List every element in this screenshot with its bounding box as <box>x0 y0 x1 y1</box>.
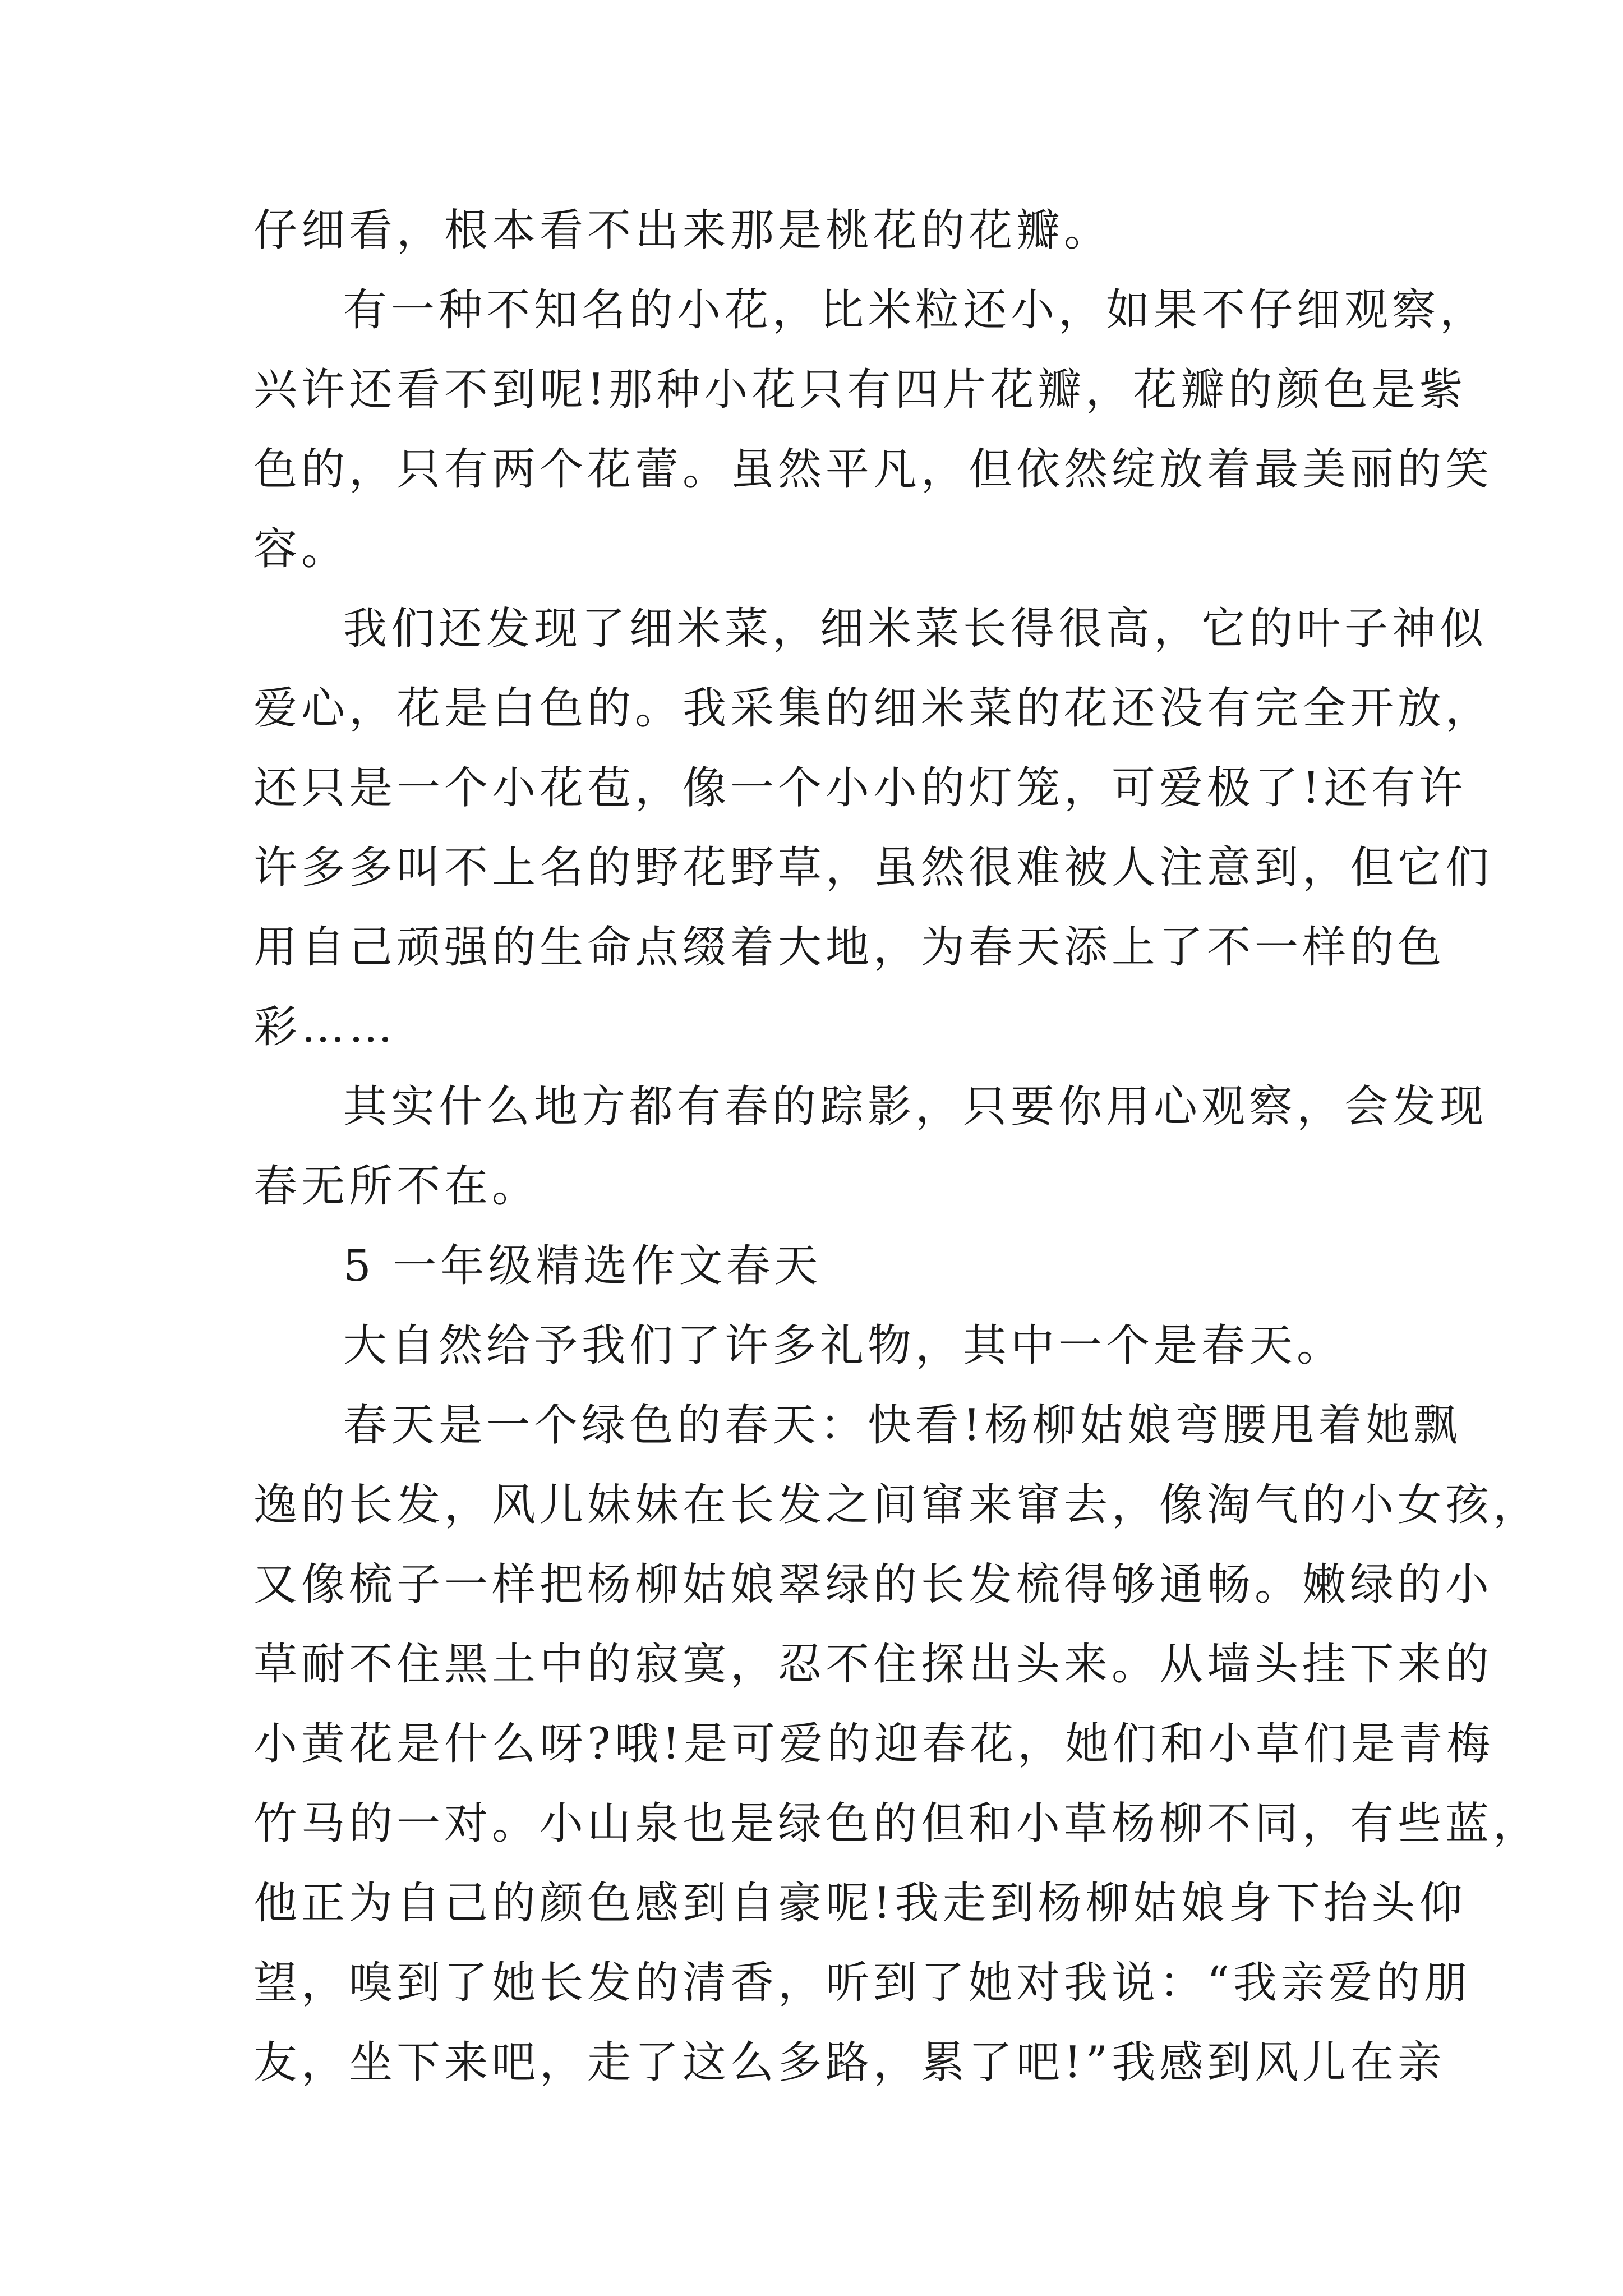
text-line: 用自己顽强的生命点缀着大地，为春天添上了不一样的色 <box>253 922 1446 973</box>
text-line: 色的，只有两个花蕾。虽然平凡，但依然绽放着最美丽的笑 <box>253 444 1493 495</box>
section-heading: 5 一年级精选作文春天 <box>343 1241 822 1291</box>
text-line: 小黄花是什么呀?哦!是可爱的迎春花，她们和小草们是青梅 <box>253 1719 1495 1769</box>
text-line: 许多多叫不上名的野花野草，虽然很难被人注意到，但它们 <box>253 843 1493 893</box>
text-line: 春无所不在。 <box>253 1161 540 1212</box>
text-line: 友，坐下来吧，走了这么多路，累了吧!”我感到风儿在亲 <box>253 2037 1446 2088</box>
text-line: 仔细看，根本看不出来那是桃花的花瓣。 <box>253 205 1112 256</box>
text-line: 还只是一个小花苞，像一个小小的灯笼，可爱极了!还有许 <box>253 763 1467 813</box>
text-line: 他正为自己的颜色感到自豪呢!我走到杨柳姑娘身下抬头仰 <box>253 1878 1467 1929</box>
text-line: 兴许还看不到呢!那种小花只有四片花瓣，花瓣的颜色是紫 <box>253 365 1467 415</box>
text-line: 有一种不知名的小花，比米粒还小，如果不仔细观察， <box>343 285 1488 335</box>
text-line: 其实什么地方都有春的踪影，只要你用心观察，会发现 <box>343 1082 1488 1132</box>
text-line: 望，嗅到了她长发的清香，听到了她对我说：“我亲爱的朋 <box>253 1958 1472 2008</box>
text-line: 又像梳子一样把杨柳姑娘翠绿的长发梳得够通畅。嫩绿的小 <box>253 1559 1493 1610</box>
text-line: 竹马的一对。小山泉也是绿色的但和小草杨柳不同，有些蓝， <box>253 1798 1541 1849</box>
text-line: 逸的长发，风儿妹妹在长发之间窜来窜去，像淘气的小女孩， <box>253 1480 1541 1530</box>
text-line: 我们还发现了细米菜，细米菜长得很高，它的叶子神似 <box>343 604 1488 654</box>
text-line: 草耐不住黑土中的寂寞，忍不住探出头来。从墙头挂下来的 <box>253 1639 1493 1690</box>
text-line: 彩…… <box>253 1002 397 1052</box>
text-line: 容。 <box>253 524 349 574</box>
text-line: 爱心，花是白色的。我采集的细米菜的花还没有完全开放， <box>253 683 1493 734</box>
text-line: 大自然给予我们了许多礼物，其中一个是春天。 <box>343 1320 1345 1371</box>
text-line: 春天是一个绿色的春天：快看!杨柳姑娘弯腰甩着她飘 <box>343 1400 1461 1451</box>
body-text <box>253 191 1541 2102</box>
